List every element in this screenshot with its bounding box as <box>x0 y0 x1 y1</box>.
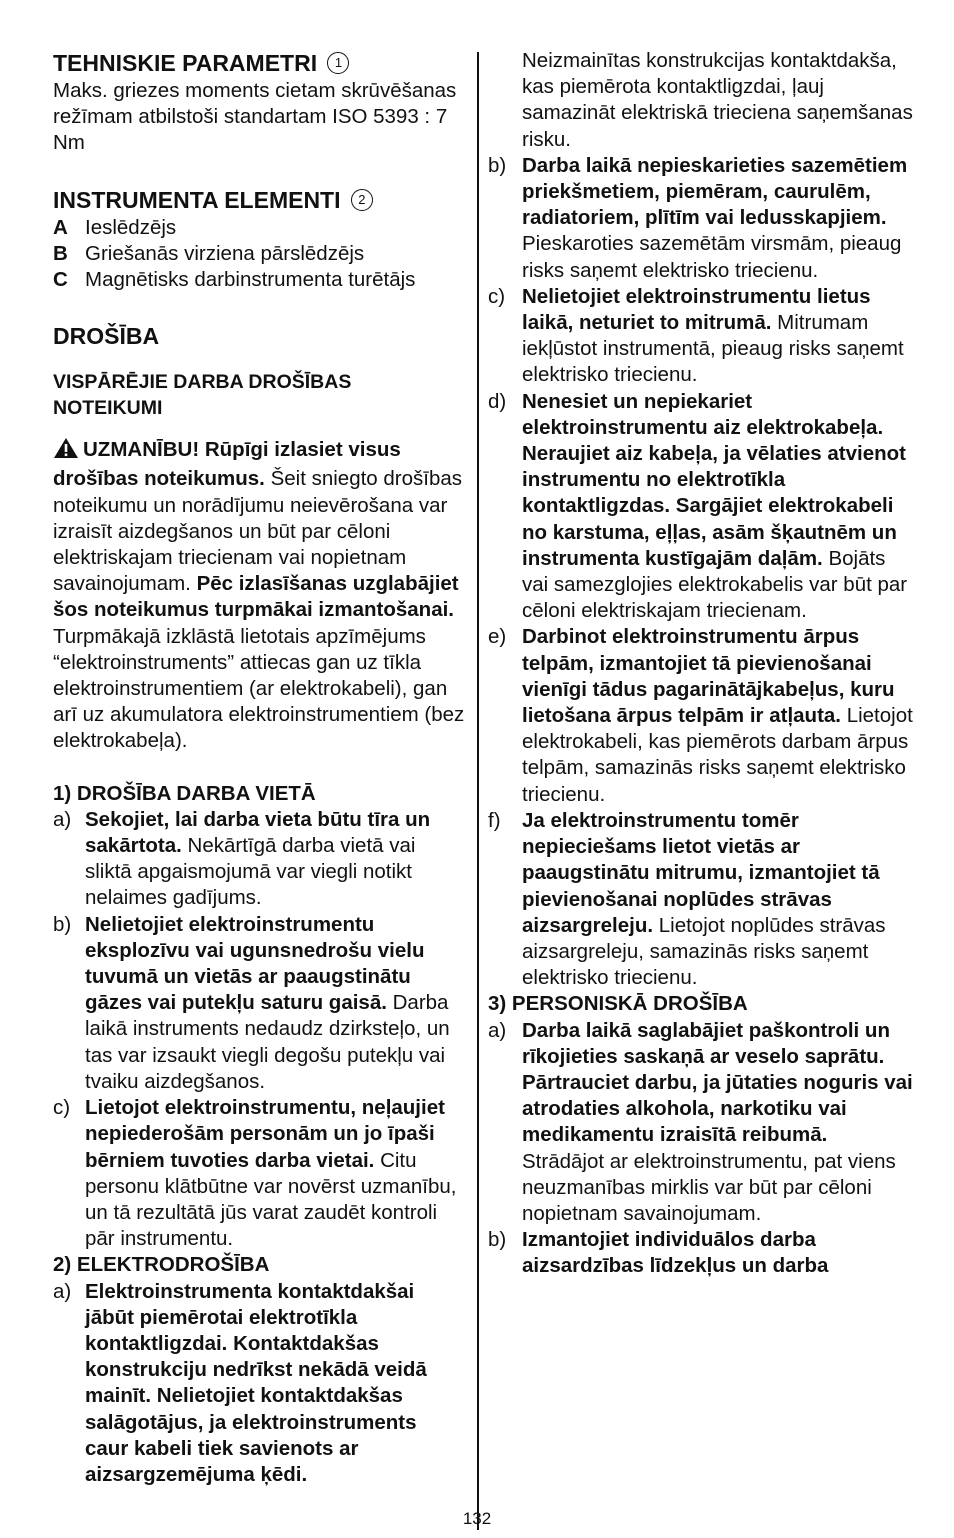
column-divider <box>477 52 479 1530</box>
right-column <box>488 48 913 1280</box>
left-column <box>53 48 465 1488</box>
warning-paragraph: UZMANĪBU! Rūpīgi izlasiet visus drošības noteikumus. Šeit sniegto drošības noteikumu un norādījumu neievērošana var izraisīt aizdegšanos un būt par cēloni elektriskajam triecienam vai nopietnam savainojumam. Pēc izlasīšanas uzglabājiet šos noteikumus turpmākai izmantošanai. Turpmākajā izklāstā lietotais apzīmējums “elektroinstruments” attiecas gan uz tīkla elektroinstrumentiem (ar elektrokabeli), gan arī uz akumulatora elektroinstrumentiem (bez elektrokabeļa). <box>53 438 465 753</box>
list-item: c) Lietojot elektroinstrumentu, neļaujiet nepiederošām personām un jo īpaši bērniem tuvoties darba vietai. Citu personu klātbūtne var novērst uzmanību, un tā rezultātā jūs varat zaudēt kontroli pār instrumentu. <box>53 1096 457 1251</box>
elements-list <box>53 215 465 294</box>
page-number: 132 <box>462 1509 492 1528</box>
list-item: A Ieslēdzējs <box>53 215 177 239</box>
list-item: b) Nelietojiet elektroinstrumentu eksplozīvu vai ugunsnedrošu vielu tuvumā un vietās ar paaugstinātu gāzes vai putekļu saturu gaisā. Darba laikā instruments nedaudz dzirksteļo, un tas var izsaukt viegli degošu putekļu vai tvaiku aizdegšanos. <box>53 912 450 1093</box>
list-item: a) Elektroinstrumenta kontaktdakšai jābūt piemērotai elektrotīkla kontaktligzdai. Kontaktdakšas konstrukciju nedrīkst nekādā veidā mainīt. Nelietojiet kontaktdakšas salāgotājus, ja elektroinstruments caur kabeli tiek savienots ar aizsargzemējuma ķēdi. <box>53 1279 427 1486</box>
list-item: e) Darbinot elektroinstrumentu ārpus telpām, izmantojiet tā pievienošanai vienīgi tādus pagarinātājkabeļus, kuru lietošana ārpus telpām ir atļauta. Lietojot elektrokabeli, kas piemērots darbam ārpus telpām, samazinās risks saņemt elektrisko triecienu. <box>488 625 913 806</box>
section-2-heading: 2) ELEKTRODROŠĪBA <box>53 1253 270 1277</box>
list-item: a) Darba laikā saglabājiet paškontroli un rīkojieties saskaņā ar veselo saprātu. Pārtrauciet darbu, ja jūtaties noguris vai atrodaties alkohola, narkotiku vai medikamentu izraisītā reibumā. Strādājot ar elektroinstrumentu, pat viens neuzmanības mirklis var būt par cēloni nopietnam savainojumam. <box>488 1018 913 1225</box>
list-item: C Magnētisks darbinstrumenta turētājs <box>53 268 416 292</box>
list-item: d) Nenesiet un nepiekariet elektroinstrumentu aiz elektrokabeļa. Neraujiet aiz kabeļa, ja vēlaties atvienot instrumentu no elektrotīkla kontaktligzdas. Sargājiet elektrokabeli no karstuma, eļļas, asām šķautnēm un instrumenta kustīgajām daļām. Bojāts vai samezglojies elektrokabelis var būt par cēloni elektriskajam triecienam. <box>488 389 908 623</box>
list-item: f) Ja elektroinstrumentu tomēr nepieciešams lietot vietās ar paaugstinātu mitrumu, izmantojiet tā pievienošanai noplūdes strāvas aizsargreleju. Lietojot noplūdes strāvas aizsargreleju, samazinās risks saņemt elektrisko triecienu. <box>488 808 886 990</box>
list-item: b) Darba laikā nepieskarieties sazemētiem priekšmetiem, piemēram, caurulēm, radiatoriem, plītīm vai ledusskapjiem. Pieskaroties sazemētām virsmām, pieaug risks saņemt elektrisko triecienu. <box>488 153 908 282</box>
list-item: B Griešanās virziena pārslēdzējs <box>53 241 365 265</box>
list-item: a) Sekojiet, lai darba vieta būtu tīra un sakārtota. Nekārtīgā darba vietā vai sliktā apgaismojumā var viegli notikt nelaimes gadījums. <box>53 807 431 910</box>
safety-heading: DROŠĪBA <box>53 323 160 350</box>
section-1-heading: 1) DROŠĪBA DARBA VIETĀ <box>53 781 316 805</box>
list-item: c) Nelietojiet elektroinstrumentu lietus laikā, neturiet to mitrumā. Mitrumam iekļūstot instrumentā, pieaug risks saņemt elektrisko triecienu. <box>488 284 904 387</box>
section-3-heading: 3) PERSONISKĀ DROŠĪBA <box>488 992 748 1016</box>
warning-triangle-icon <box>53 437 79 466</box>
figure-ref-1: 1 <box>327 52 349 74</box>
elements-heading: INSTRUMENTA ELEMENTI 2 <box>53 185 465 215</box>
list-item: b) Izmantojiet individuālos darba aizsardzības līdzekļus un darba <box>488 1228 829 1278</box>
safety-subheading: VISPĀRĒJIE DARBA DROŠĪBAS NOTEIKUMI <box>53 371 352 420</box>
tech-heading: TEHNISKIE PARAMETRI 1 <box>53 48 465 78</box>
figure-ref-2: 2 <box>351 189 373 211</box>
list-item-continued: Neizmainītas konstrukcijas kontaktdakša, kas piemērota kontaktligzdai, ļauj samazināt elektriskā trieciena saņemšanas risku. <box>522 49 913 151</box>
tech-text: Maks. griezes moments cietam skrūvēšanas režīmam atbilstoši standartam ISO 5393 : 7 Nm <box>53 79 457 155</box>
